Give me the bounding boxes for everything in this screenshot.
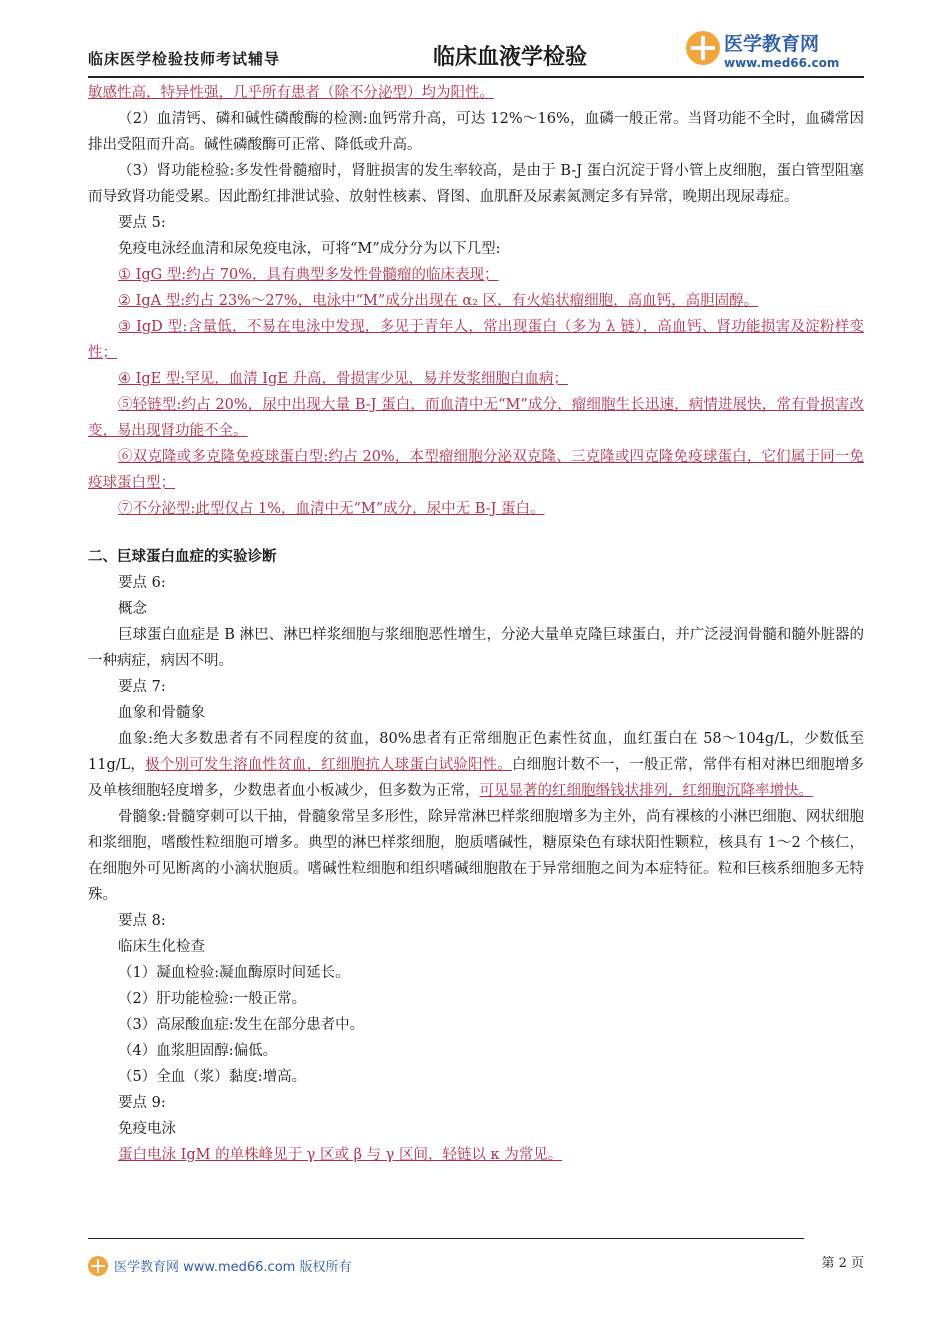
type-item: ② IgA 型:约占 23%～27%，电泳中“M”成分出现在 α₂ 区，有火焰状瘤细胞，高血钙，高胆固醇。 xyxy=(118,293,759,309)
highlight-text: 极个别可发生溶血性贫血，红细胞抗人球蛋白试验阳性。 xyxy=(145,757,512,773)
footer-divider xyxy=(88,1238,804,1239)
paragraph: 骨髓象:骨髓穿刺可以干抽，骨髓象常呈多形性，除异常淋巴样浆细胞增多为主外，尚有裸核的小淋巴细胞、网状细胞和浆细胞，嗜酸性粒细胞可增多。典型的淋巴样浆细胞，胞质嗜碱性，糖原染色有球状阳性颗粒，核具有 1～2 个核仁，在细胞外可见断离的小滴状胞质。嗜碱性粒细胞和组织嗜碱细胞散在于异常细胞之间为本症特征。粒和巨核系细胞多无特殊。 xyxy=(88,809,864,903)
key-point-label: 要点 8: xyxy=(118,913,166,929)
sub-title: 概念 xyxy=(118,601,147,617)
sub-title: 血象和骨髓象 xyxy=(118,705,205,721)
key-point-label: 要点 9: xyxy=(118,1095,166,1111)
type-item: ① IgG 型:约占 70%，具有典型多发性骨髓瘤的临床表现； xyxy=(118,267,499,283)
cross-logo-icon xyxy=(686,31,720,65)
cross-logo-icon xyxy=(88,1256,108,1276)
key-point-label: 要点 7: xyxy=(118,679,166,695)
sub-title: 免疫电泳 xyxy=(118,1121,176,1137)
logo-url: www.med66.com xyxy=(724,56,840,70)
paragraph: 巨球蛋白血症是 B 淋巴、淋巴样浆细胞与浆细胞恶性增生，分泌大量单克隆巨球蛋白，并广泛浸润骨髓和髓外脏器的一种病症，病因不明。 xyxy=(88,627,864,669)
footer-copyright[interactable]: 医学教育网 www.med66.com 版权所有 xyxy=(114,1260,352,1275)
header-divider xyxy=(88,76,864,78)
type-item: ⑤轻链型:约占 20%，尿中出现大量 B-J 蛋白，而血清中无“M”成分，瘤细胞生长迅速，病情进展快，常有骨损害改变，易出现肾功能不全。 xyxy=(88,397,864,439)
document-body xyxy=(88,80,864,1168)
text: 血象:绝大多数患者有不同程度的贫血，80%患者有正常细胞正色素性贫血，血红蛋白在 58～104g/L，少数低至 11g/L， xyxy=(88,731,864,773)
text: 白细胞计数不一，一般正常，常伴有相对淋巴细胞增多及单核细胞轻度增多，少数患者血小板减少，但多数为正常， xyxy=(88,757,865,799)
list-item: （4）血浆胆固醇:偏低。 xyxy=(118,1043,278,1059)
type-item: ⑥双克隆或多克隆免疫球蛋白型:约占 20%，本型瘤细胞分泌双克隆、三克隆或四克隆免疫球蛋白，它们属于同一免疫球蛋白型； xyxy=(88,449,864,491)
paragraph: （2）血清钙、磷和碱性磷酸酶的检测:血钙常升高，可达 12%～16%，血磷一般正常。当肾功能不全时，血磷常因排出受阻而升高。碱性磷酸酶可正常、降低或升高。 xyxy=(88,111,864,153)
sub-title: 临床生化检查 xyxy=(118,939,205,955)
type-item: ④ IgE 型:罕见，血清 IgE 升高，骨损害少见，易并发浆细胞白血病； xyxy=(118,371,569,387)
logo-name: 医学教育网 xyxy=(724,33,820,55)
page-header xyxy=(88,28,864,76)
med66-logo[interactable] xyxy=(686,28,866,74)
paragraph xyxy=(88,726,864,804)
paragraph: 免疫电泳经血清和尿免疫电泳，可将“M”成分分为以下几型: xyxy=(118,241,501,257)
highlight-paragraph: 敏感性高，特异性强，几乎所有患者（除不分泌型）均为阳性。 xyxy=(88,85,494,101)
highlight-paragraph: 蛋白电泳 IgM 的单株峰见于 γ 区或 β 与 γ 区间，轻链以 κ 为常见。 xyxy=(118,1147,563,1163)
section-heading: 二、巨球蛋白血症的实验诊断 xyxy=(88,549,277,565)
list-item: （5）全血（浆）黏度:增高。 xyxy=(118,1069,307,1085)
highlight-text: 可见显著的红细胞缗钱状排列，红细胞沉降率增快。 xyxy=(479,783,813,799)
header-chapter-title: 临床血液学检验 xyxy=(433,45,588,70)
key-point-label: 要点 5: xyxy=(118,215,166,231)
page-number: 第 2 页 xyxy=(821,1256,864,1271)
list-item: （1）凝血检验:凝血酶原时间延长。 xyxy=(118,965,350,981)
paragraph: （3）肾功能检验:多发性骨髓瘤时，肾脏损害的发生率较高，是由于 B-J 蛋白沉淀于肾小管上皮细胞，蛋白管型阻塞而导致肾功能受累。因此酚红排泄试验、放射性核素、肾图、血肌酐及尿素氮测定多有异常，晚期出现尿毒症。 xyxy=(88,163,864,205)
type-item: ⑦不分泌型:此型仅占 1%，血清中无“M”成分，尿中无 B-J 蛋白。 xyxy=(118,501,545,517)
list-item: （2）肝功能检验:一般正常。 xyxy=(118,991,307,1007)
key-point-label: 要点 6: xyxy=(118,575,166,591)
list-item: （3）高尿酸血症:发生在部分患者中。 xyxy=(118,1017,365,1033)
page-footer xyxy=(88,1252,864,1276)
header-course-title: 临床医学检验技师考试辅导 xyxy=(88,50,281,68)
type-item: ③ IgD 型:含量低，不易在电泳中发现，多见于青年人，常出现蛋白（多为 λ 链），高血钙、肾功能损害及淀粉样变性； xyxy=(88,319,864,361)
